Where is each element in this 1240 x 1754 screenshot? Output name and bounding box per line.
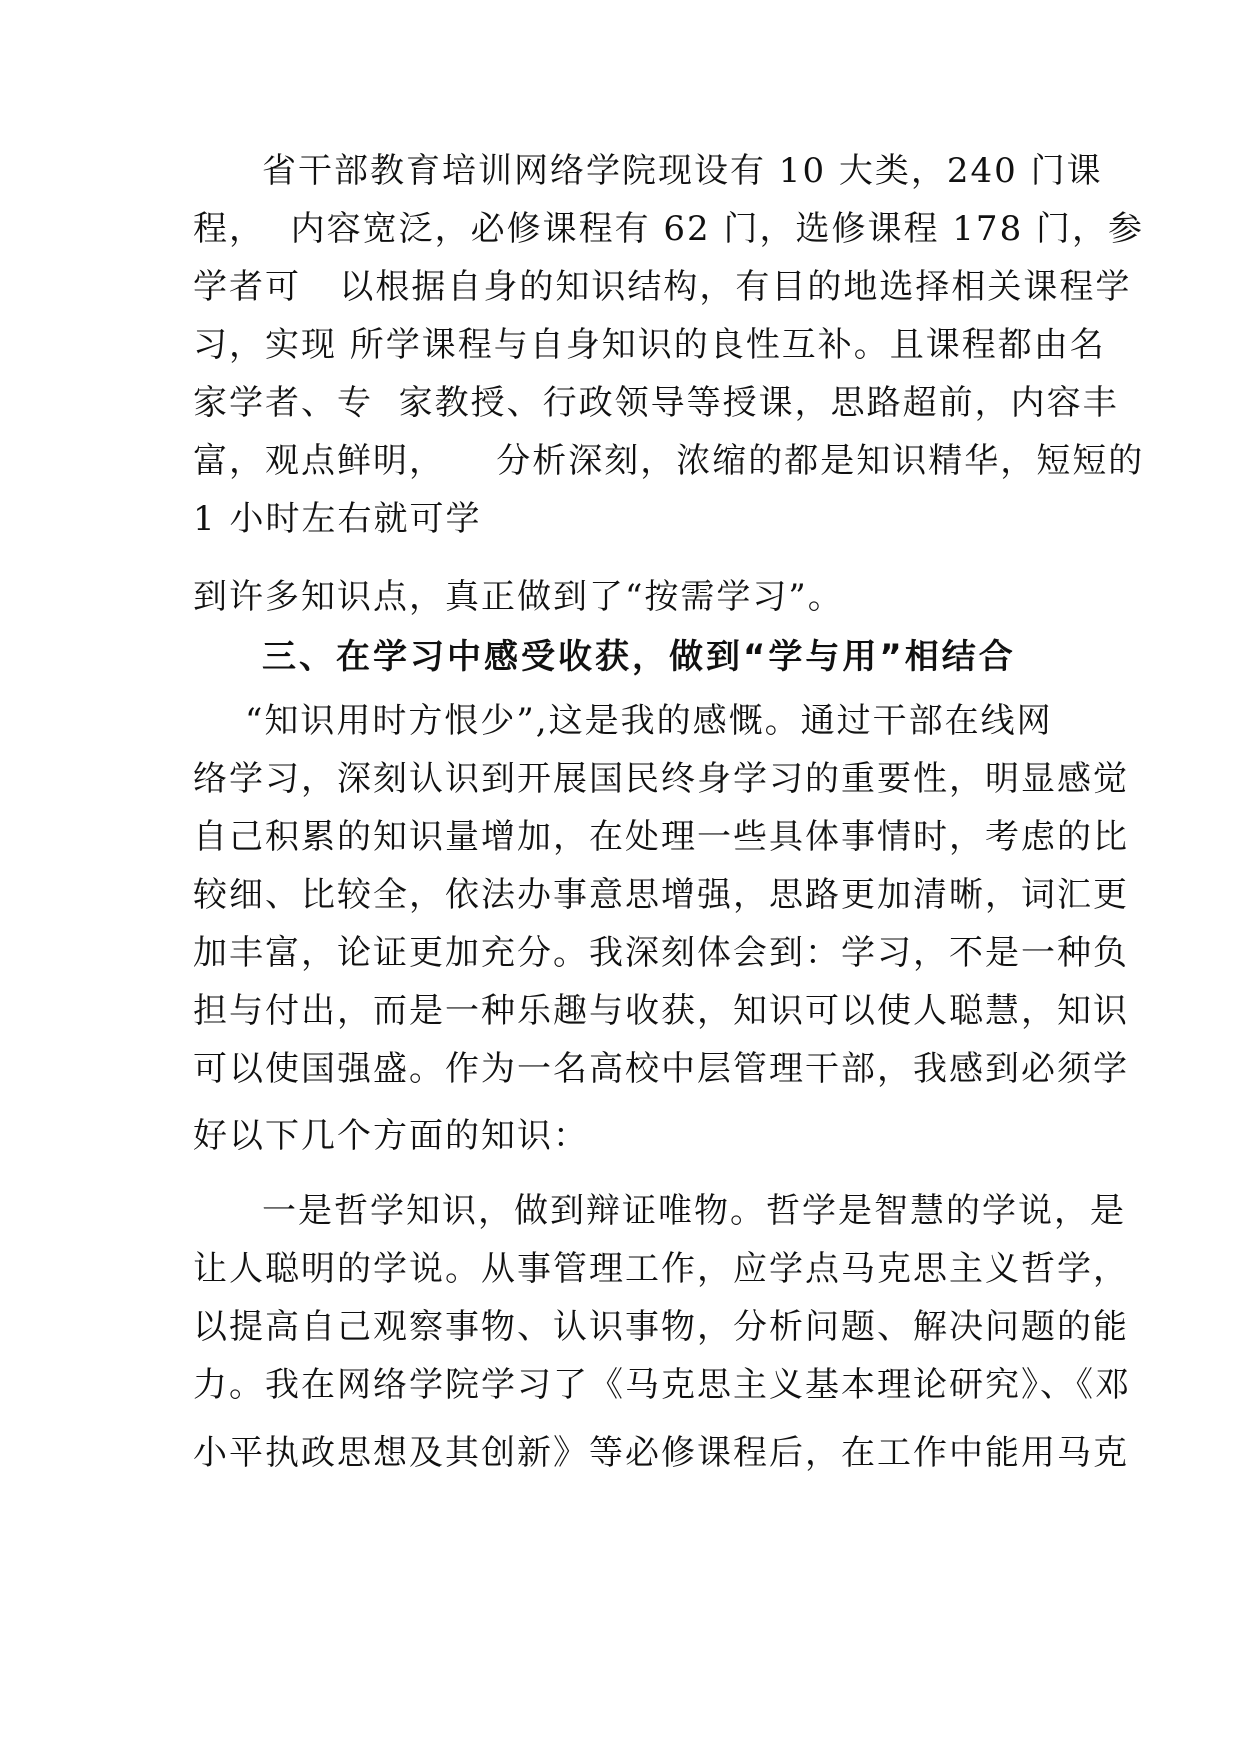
- paragraph-line-14: 加丰富，论证更加充分。我深刻体会到：学习，不是一种负: [193, 933, 1129, 973]
- paragraph-line-12: 自己积累的知识量增加，在处理一些具体事情时，考虑的比: [193, 817, 1129, 857]
- paragraph-line-15: 担与付出，而是一种乐趣与收获，知识可以使人聪慧，知识: [193, 991, 1129, 1031]
- paragraph-line-19: 让人聪明的学说。从事管理工作，应学点马克思主义哲学，: [193, 1249, 1129, 1289]
- paragraph-line-13: 较细、比较全，依法办事意思增强，思路更加清晰，词汇更: [193, 875, 1129, 915]
- paragraph-line-5: 家学者、专 家教授、行政领导等授课，思路超前，内容丰: [193, 383, 1119, 423]
- paragraph-line-4: 习，实现 所学课程与自身知识的良性互补。且课程都由名: [193, 325, 1106, 365]
- paragraph-line-10: “知识用时方恨少”,这是我的感慨。通过干部在线网: [245, 701, 1053, 741]
- paragraph-line-22: 小平执政思想及其创新》等必修课程后，在工作中能用马克: [193, 1433, 1129, 1473]
- paragraph-line-17: 好以下几个方面的知识：: [193, 1116, 589, 1156]
- paragraph-line-11: 络学习，深刻认识到开展国民终身学习的重要性，明显感觉: [193, 759, 1129, 799]
- paragraph-line-7: 1 小时左右就可学: [193, 499, 482, 539]
- paragraph-line-6: 富，观点鲜明， 分析深刻，浓缩的都是知识精华，短短的: [193, 441, 1145, 481]
- paragraph-line-18: 一是哲学知识，做到辩证唯物。哲学是智慧的学说，是: [262, 1191, 1126, 1231]
- paragraph-line-20: 以提高自己观察事物、认识事物，分析问题、解决问题的能: [193, 1307, 1129, 1347]
- paragraph-line-16: 可以使国强盛。作为一名高校中层管理干部，我感到必须学: [193, 1049, 1129, 1089]
- paragraph-line-21: 力。我在网络学院学习了《马克思主义基本理论研究》、《邓: [193, 1365, 1131, 1405]
- paragraph-line-8: 到许多知识点，真正做到了“按需学习”。: [193, 577, 844, 617]
- paragraph-line-1: 省干部教育培训网络学院现设有 10 大类，240 门课: [262, 151, 1103, 191]
- section-heading: 三、在学习中感受收获，做到“学与用”相结合: [262, 637, 1016, 677]
- paragraph-line-2: 程， 内容宽泛，必修课程有 62 门，选修课程 178 门，参: [193, 209, 1145, 249]
- paragraph-line-3: 学者可 以根据自身的知识结构，有目的地选择相关课程学: [193, 267, 1132, 307]
